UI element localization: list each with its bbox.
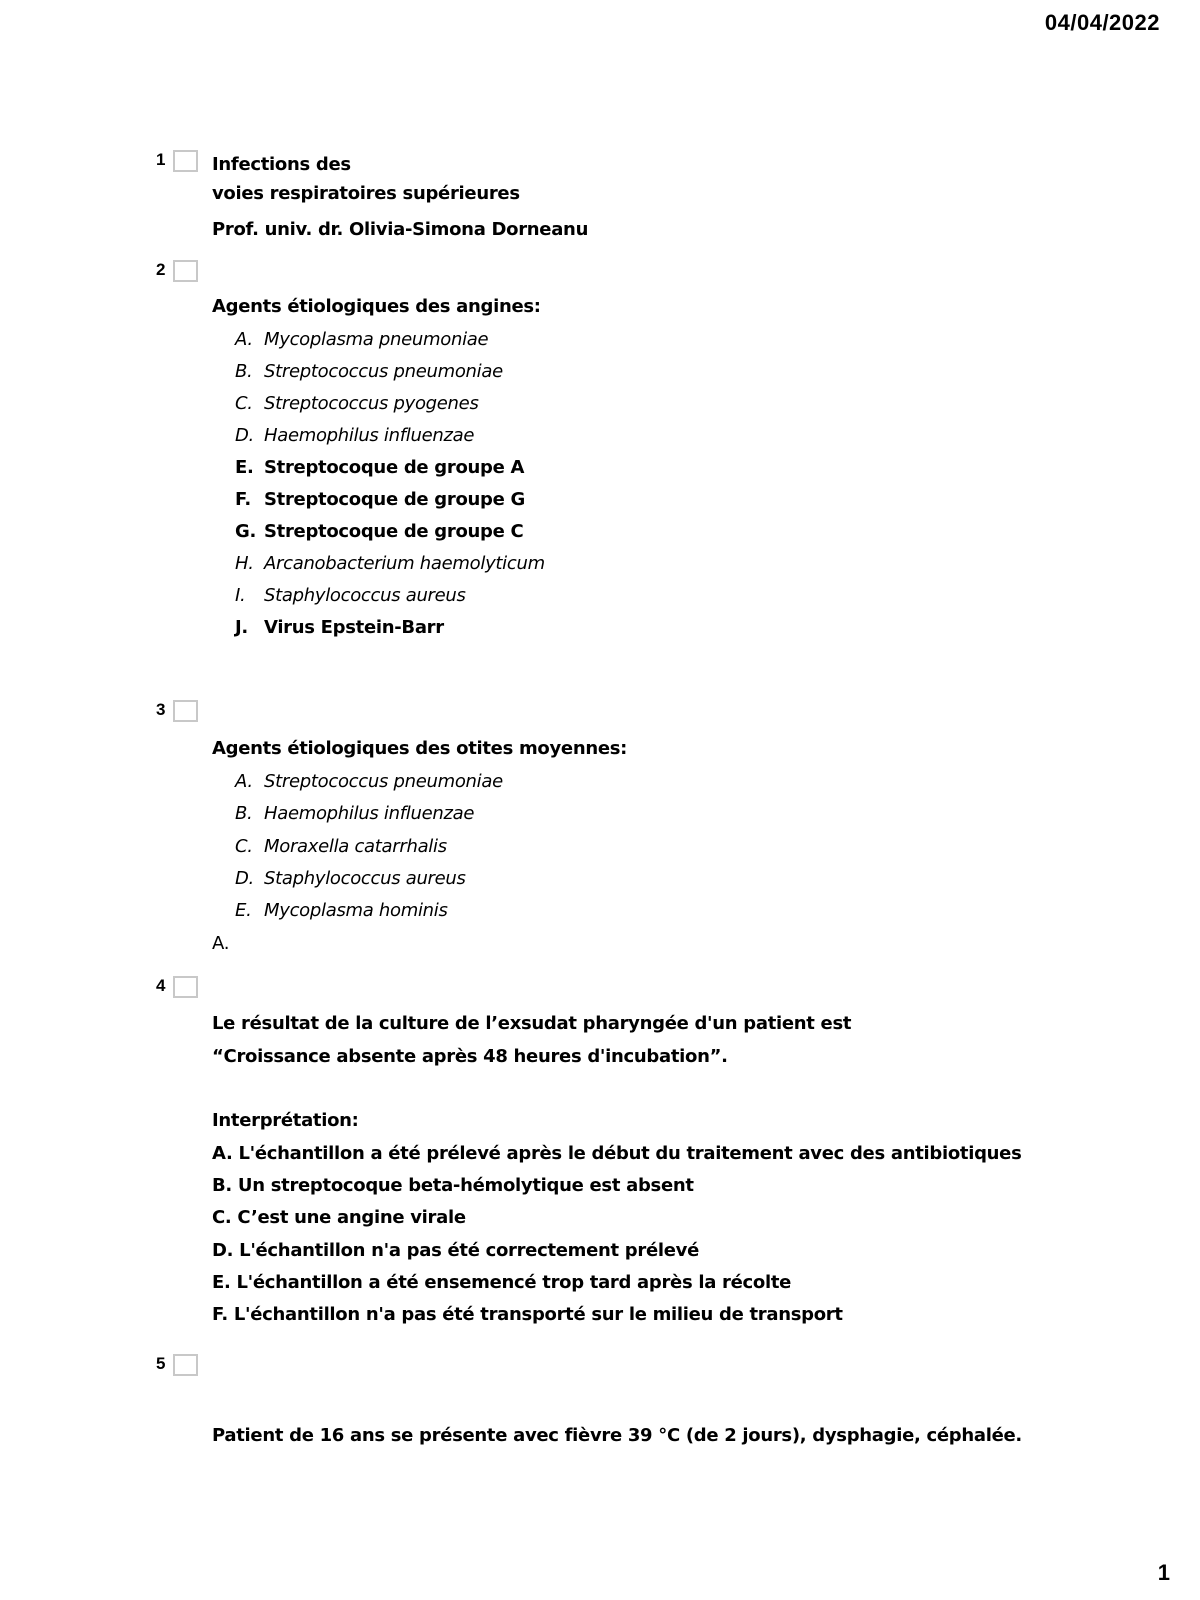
page-number: 1 [1157, 1560, 1170, 1585]
option-item: E. Streptocoque de groupe A [235, 457, 525, 478]
option-item: D. L'échantillon n'a pas été correctement prélevé [212, 1240, 699, 1261]
option-item: D. Staphylococcus aureus [235, 868, 466, 889]
option-item: H. Arcanobacterium haemolyticum [235, 553, 545, 574]
option-item: B. Haemophilus influenzae [235, 803, 475, 824]
option-item: E. Mycoplasma hominis [235, 900, 448, 921]
option-item: B. Un streptocoque beta-hémolytique est absent [212, 1175, 694, 1196]
slide-checkbox[interactable] [173, 976, 198, 998]
option-item: C. C’est une angine virale [212, 1207, 466, 1228]
question-line-1: Le résultat de la culture de l’exsudat pharyngée d'un patient est [212, 1013, 852, 1034]
slide-title-line-2: voies respiratoires supérieures [212, 183, 520, 204]
option-item: D. Haemophilus influenzae [235, 425, 475, 446]
slide-number: 2 [156, 260, 166, 279]
slide-checkbox[interactable] [173, 260, 198, 282]
question-text: Agents étiologiques des angines: [212, 296, 541, 317]
option-item: F. Streptocoque de groupe G [235, 489, 525, 510]
question-line-2: “Croissance absente après 48 heures d'incubation”. [212, 1046, 728, 1067]
option-item: C. Streptococcus pyogenes [235, 393, 479, 414]
case-description: Patient de 16 ans se présente avec fièvre 39 °C (de 2 jours), dysphagie, céphalée. [212, 1425, 1022, 1446]
interpretation-label: Interprétation: [212, 1110, 359, 1131]
slide-checkbox[interactable] [173, 700, 198, 722]
question-text: Agents étiologiques des otites moyennes: [212, 738, 628, 759]
option-item: A. L'échantillon a été prélevé après le début du traitement avec des antibiotiques [212, 1143, 1022, 1164]
option-item: C. Moraxella catarrhalis [235, 836, 447, 857]
slide-number: 1 [156, 150, 166, 169]
option-item: A. Streptococcus pneumoniae [235, 771, 503, 792]
slide-number: 5 [156, 1354, 166, 1373]
option-item: B. Streptococcus pneumoniae [235, 361, 503, 382]
option-item: G. Streptocoque de groupe C [235, 521, 524, 542]
slide-number: 4 [156, 976, 166, 995]
print-date: 04/04/2022 [1044, 10, 1160, 35]
slide-checkbox[interactable] [173, 1354, 198, 1376]
slide-title-line-1: Infections des [212, 154, 351, 175]
slide-checkbox[interactable] [173, 150, 198, 172]
option-item: I. Staphylococcus aureus [235, 585, 466, 606]
option-item: J. Virus Epstein-Barr [235, 617, 444, 638]
option-item: A. Mycoplasma pneumoniae [235, 329, 489, 350]
slide-author: Prof. univ. dr. Olivia-Simona Dorneanu [212, 219, 589, 240]
option-item: F. L'échantillon n'a pas été transporté sur le milieu de transport [212, 1304, 843, 1325]
option-item: E. L'échantillon a été ensemencé trop tard après la récolte [212, 1272, 792, 1293]
trailing-option: A. [212, 933, 230, 954]
slide-number: 3 [156, 700, 166, 719]
